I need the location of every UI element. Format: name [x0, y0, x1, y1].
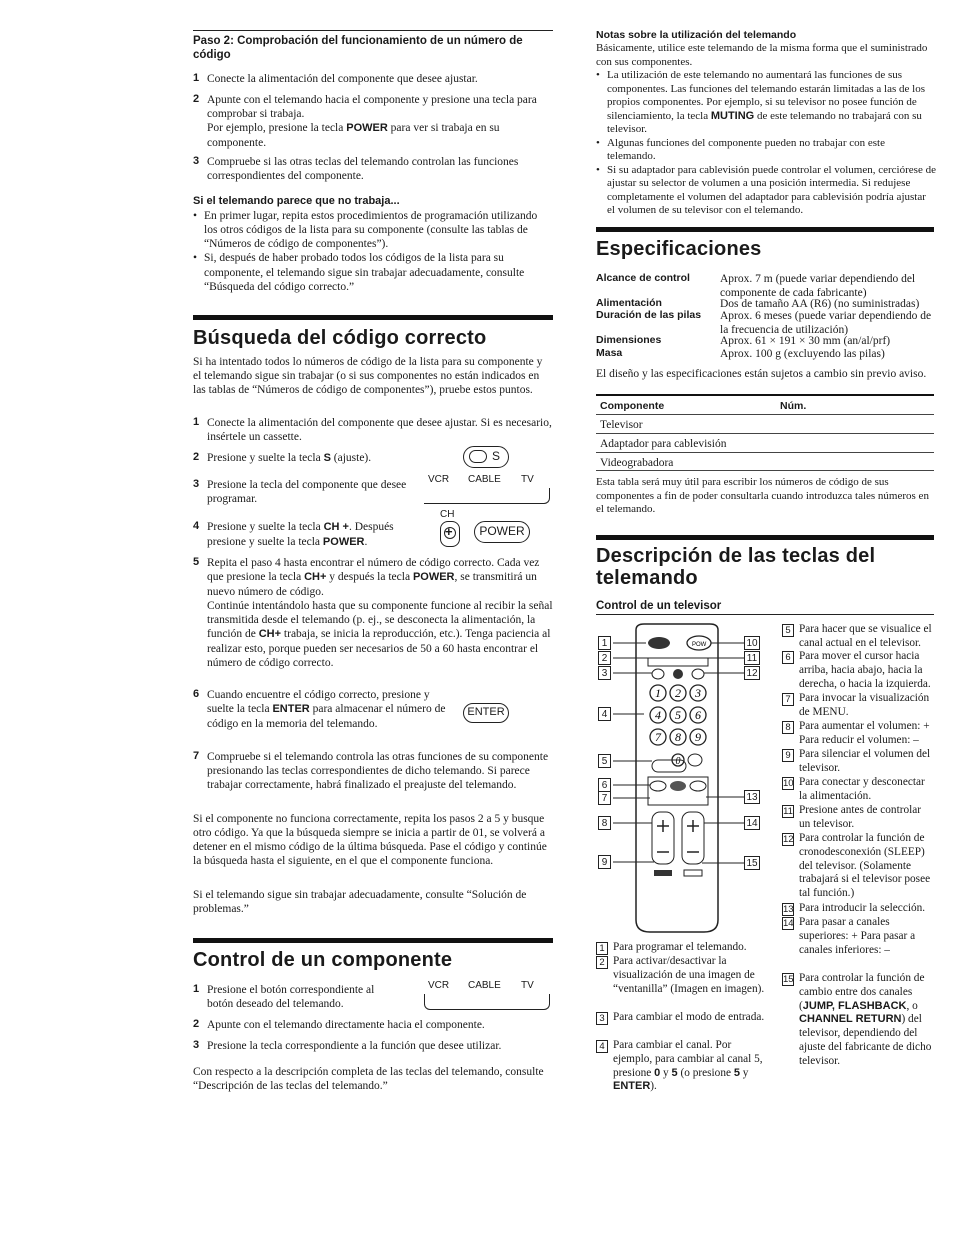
list-item: • Algunas funciones del componente pueden no trabajar con este telemando.	[596, 137, 936, 164]
key-description-text: Para controlar la función de cambio entre dos canales (JUMP, FLASHBACK, o CHANNEL RETURN) del televisor, dependiendo del ajuste del fabricante de dicho televisor.	[799, 972, 932, 1067]
callout-4: 4	[598, 707, 611, 721]
digit-label: 5	[675, 708, 681, 722]
key-number-box: 2	[596, 956, 608, 969]
key-description	[596, 955, 768, 996]
key-description-text: Para cambiar el modo de entrada.	[613, 1011, 765, 1023]
notes-heading: Notas sobre la utilización del telemando	[596, 29, 797, 41]
key-description-text: Presione antes de controlar un televisor.	[799, 804, 922, 830]
control-heading: Control de un componente	[193, 949, 453, 971]
code-table	[596, 394, 934, 471]
callout-12: 12	[744, 666, 760, 680]
oval-icon	[469, 450, 487, 463]
table-header: Componente Núm.	[596, 394, 934, 414]
specs-note: El diseño y las especificaciones están sujetos a cambio sin previo aviso.	[596, 368, 927, 380]
key-description	[782, 692, 932, 720]
paso-step-1	[193, 72, 553, 86]
key-number-box: 8	[782, 721, 794, 734]
table-row: Adaptador para cablevisión	[596, 433, 934, 452]
keys-subheading: Control de un televisor	[596, 600, 722, 612]
key-description-text: Para hacer que se visualice el canal actual en el televisor.	[799, 623, 932, 649]
list-item: • Si, después de haber probado todos los códigos de la lista para su componente, el telemando sigue sin trabajar adecuadamente, consulte “Búsqueda del código correcto.”	[193, 251, 548, 293]
callout-7: 7	[598, 791, 611, 805]
callout-10: 10	[744, 636, 760, 650]
control-step-2: 2 Apunte con el telemando directamente hacia el componente.	[193, 1018, 553, 1032]
specs-heading: Especificaciones	[596, 238, 762, 260]
callout-5: 5	[598, 754, 611, 768]
paso-step-2: 2 Apunte con el telemando hacia el componente y presione una tecla para comprobar si trabaja. Por ejemplo, presione la tecla POWER para ver si trabaja en su componente.	[193, 93, 553, 150]
key-number-box: 14	[783, 918, 794, 929]
svg-text:POW: POW	[692, 642, 707, 648]
step-text: Apunte con el telemando directamente hacia el componente.	[207, 1019, 485, 1031]
key-number-box: 9	[782, 749, 794, 762]
step-text: Conecte la alimentación del componente que desee ajustar. Si es necesario, insértele un cassette.	[207, 417, 552, 444]
key-description	[782, 623, 932, 651]
notes-body: Básicamente, utilice este telemando de la misma forma que el suministrado con sus componentes. • La utilización de este telemando no aumentará las funciones de sus componentes. Las funciones del telemando estarán limitadas a las de los propios componentes. Por ejemplo, si su televisor no posee función de silenciamiento, la tecla MUTING de este telemando no trabajará con su televisor. • Algunas funciones del componente pueden no trabajar con este telemando. • Si su adaptador para cablevisión puede controlar el volumen, cerciórese de ajustar su selector de volumen a una posición intermedia. Si redujese completamente el volumen del adaptador para cablevisión podría ajustar el volumen de su televisor con el telemando.	[596, 42, 936, 218]
callout-2: 2	[598, 651, 611, 665]
step-number: 1	[193, 72, 200, 84]
key-number-box: 11	[783, 806, 793, 817]
step-number: 3	[193, 155, 200, 167]
list-item: • Si su adaptador para cablevisión puede controlar el volumen, cerciórese de ajustar su selector de volumen a una posición intermedia. Si redujese completamente el volumen del adaptador para cablevisión podría ajustar el volumen de su televisor con el telemando.	[596, 164, 936, 218]
key-description	[782, 916, 932, 957]
ch-plus-button-figure	[440, 521, 460, 547]
key-number-box: 3	[596, 1012, 608, 1025]
keys-heading: Descripción de las teclas del telemando	[596, 545, 876, 589]
remote-drawing	[596, 620, 768, 940]
key-description-text: Para conectar y desconectar la alimentación.	[799, 776, 925, 802]
not-working-list	[193, 209, 548, 294]
key-description-text: Para activar/desactivar la visualización de una imagen de “ventanilla” (Imagen en imagen).	[613, 955, 765, 995]
key-number-box: 13	[783, 904, 794, 915]
key-description-text: Para programar el telemando.	[613, 941, 747, 953]
key-description	[596, 1039, 768, 1094]
key-description	[782, 720, 932, 748]
step-text: Conecte la alimentación del componente que desee ajustar.	[207, 73, 478, 85]
digit-label: 1	[655, 686, 661, 700]
callout-13: 13	[744, 790, 760, 804]
search-step-1: 1 Conecte la alimentación del componente que desee ajustar. Si es necesario, insértele un cassette.	[193, 416, 552, 444]
digit-label: 3	[695, 686, 701, 700]
control-step-1: 1 Presione el botón correspondiente al botón deseado del telemando.	[193, 983, 403, 1011]
key-description-text: Para invocar la visualización de MENU.	[799, 692, 930, 718]
section-rule	[596, 227, 934, 232]
key-description	[782, 804, 932, 832]
key-number-box: 12	[783, 834, 794, 845]
key-description	[782, 972, 932, 1068]
search-paragraph-2: Si el telemando sigue sin trabajar adecuadamente, consulte “Solución de problemas.”	[193, 889, 527, 916]
search-heading: Búsqueda del código correcto	[193, 327, 487, 349]
list-item: • La utilización de este telemando no aumentará las funciones de sus componentes. Las funciones del telemando estarán limitadas a las de los propios componentes. Por ejemplo, si su televisor no posee función de silenciamiento, la tecla MUTING de este telemando no trabajará con su televisor.	[596, 69, 936, 137]
digit-label: 4	[655, 708, 661, 722]
digit-label: 7	[655, 730, 661, 744]
search-step-6: 6 Cuando encuentre el código correcto, presione y suelte la tecla ENTER para almacenar el número de código en la memoria del telemando.	[193, 688, 446, 730]
component-keys-figure-2: VCR CABLE TV	[428, 980, 554, 1012]
key-description	[596, 941, 768, 955]
control-paragraph: Con respecto a la descripción completa de las teclas del telemando, consulte “Descripción de las teclas del telemando.”	[193, 1066, 544, 1093]
section-rule	[193, 315, 553, 320]
list-item: • En primer lugar, repita estos procedimientos de programación utilizando los otros códigos de la lista para su componente (consulte las tablas de “Números de código de componentes”).	[193, 209, 548, 251]
key-description	[782, 832, 932, 901]
table-note: Esta tabla será muy útil para escribir los números de código de sus componentes a fin de poder consultarla cuando introduzca tales números en el telemando.	[596, 476, 929, 516]
digit-label: 9	[695, 730, 701, 744]
key-description-text: Para silenciar el volumen del televisor.	[799, 748, 931, 774]
key-description-text: Para cambiar el canal. Por ejemplo, para cambiar al canal 5, presione 0 y 5 (o presione 5 y ENTER).	[613, 1039, 763, 1093]
table-row: Videograbadora	[596, 452, 934, 471]
search-step-3: 3 Presione la tecla del componente que desee programar.	[193, 478, 423, 506]
power-button-figure: POWER	[474, 521, 530, 543]
step-text: Apunte con el telemando hacia el componente y presione una tecla para comprobar si trabaja.	[207, 94, 537, 121]
search-step-7: 7 Compruebe si el telemando controla las otras funciones de su componente presionando las teclas correspondientes de dicho telemando. Si parece trabajar correctamente, habrá finalizado el preajuste del telemando.	[193, 750, 553, 792]
key-number-box: 10	[783, 778, 794, 789]
remote-illustration	[596, 620, 768, 940]
key-description	[782, 650, 932, 691]
step-text: Presione el botón correspondiente al botón deseado del telemando.	[207, 984, 375, 1011]
callout-1: 1	[598, 636, 611, 650]
digit-label: 2	[675, 686, 681, 700]
section-rule	[193, 938, 553, 943]
component-keys-figure: VCR CABLE TV	[428, 474, 554, 506]
ch-label: CH	[440, 509, 455, 520]
key-description-text: Para mover el cursor hacia arriba, hacia abajo, hacia la derecha, o hacia la izquierda.	[799, 650, 931, 690]
key-description	[782, 776, 932, 804]
callout-8: 8	[598, 816, 611, 830]
sub-rule	[596, 614, 934, 615]
callout-3: 3	[598, 666, 611, 680]
paso2-heading: Paso 2: Comprobación del funcionamiento de un número de código	[193, 30, 553, 63]
not-working-heading: Si el telemando parece que no trabaja...	[193, 195, 400, 207]
key-number-box: 5	[782, 624, 794, 637]
step-text: Presione la tecla del componente que desee programar.	[207, 479, 407, 506]
digit-label: 8	[675, 730, 681, 744]
search-intro: Si ha intentado todos lo números de código de la lista para su componente y el telemando sigue sin trabajar (o si sus componentes no están indicados en las tablas de “Números de código de componentes”), pruebe estos puntos.	[193, 356, 543, 397]
callout-11: 11	[744, 651, 760, 665]
step-text: Compruebe si las otras teclas del telemando controlan las funciones correspondientes del componente.	[207, 156, 519, 183]
search-step-5: 5 Repita el paso 4 hasta encontrar el número de código correcto. Cada vez que presione la tecla CH+ y después la tecla POWER, se transmitirá un nuevo número de código. Continúe intentándolo hasta que su componente funcione al recibir la señal transmitida desde el telemando (p. ej., se desconecta la alimentación, la función de CH+ trabaja, se inicia la reproducción, etc.). Tenga paciencia al realizar esto, porque pueden ser necesarios de 50 a 60 hasta encontrar el número de código correcto.	[193, 556, 553, 669]
key-description-text: Para introducir la selección.	[799, 902, 926, 914]
enter-button-figure: ENTER	[463, 703, 509, 723]
key-description	[782, 902, 932, 916]
step-number: 2	[193, 93, 200, 105]
key-description-text: Para pasar a canales superiores: + Para pasar a canales inferiores: –	[799, 916, 916, 956]
key-number-box: 6	[782, 651, 794, 664]
key-description-text: Para controlar la función de cronodesconexión (SLEEP) del televisor. (Solamente trabajará si el televisor posee tal función.)	[799, 832, 931, 900]
step-text: Presione la tecla correspondiente a la función que desee utilizar.	[207, 1040, 502, 1052]
search-paragraph-1: Si el componente no funciona correctamente, repita los pasos 2 a 5 y busque otro código. Ya que la búsqueda siempre se inicia a partir de 01, se volverá a detener en el mismo código de la última búsqueda. Pase el código y continúe la búsqueda hasta el siguiente, en el que el componente funciona.	[193, 813, 547, 868]
key-number-box: 1	[596, 942, 608, 955]
callout-9: 9	[598, 855, 611, 869]
step-text: Compruebe si el telemando controla las otras funciones de su componente presionando las teclas correspondientes de dicho telemando. Si parece trabajar correctamente, habrá finalizado el preajuste del telemando.	[207, 751, 549, 792]
key-description	[596, 1011, 768, 1025]
key-description-text: Para aumentar el volumen: + Para reducir el volumen: –	[799, 720, 930, 746]
callout-6: 6	[598, 778, 611, 792]
plus-icon: +	[445, 524, 453, 539]
digit-label: 0	[675, 756, 681, 767]
key-number-box: 7	[782, 693, 794, 706]
search-step-2: 2 Presione y suelte la tecla S (ajuste).	[193, 451, 372, 464]
paso-step-3	[193, 155, 553, 183]
digit-label: 6	[695, 708, 701, 722]
key-number-box: 4	[596, 1040, 608, 1053]
callout-14: 14	[744, 816, 760, 830]
callout-15: 15	[744, 856, 760, 870]
search-step-4: 4 Presione y suelte la tecla CH +. Después presione y suelte la tecla POWER.	[193, 520, 394, 548]
key-description	[782, 748, 932, 776]
s-button-figure: S	[463, 446, 509, 468]
table-row: Televisor	[596, 414, 934, 433]
section-rule	[596, 535, 934, 540]
control-step-3: 3 Presione la tecla correspondiente a la función que desee utilizar.	[193, 1039, 553, 1053]
key-number-box: 15	[783, 974, 794, 985]
